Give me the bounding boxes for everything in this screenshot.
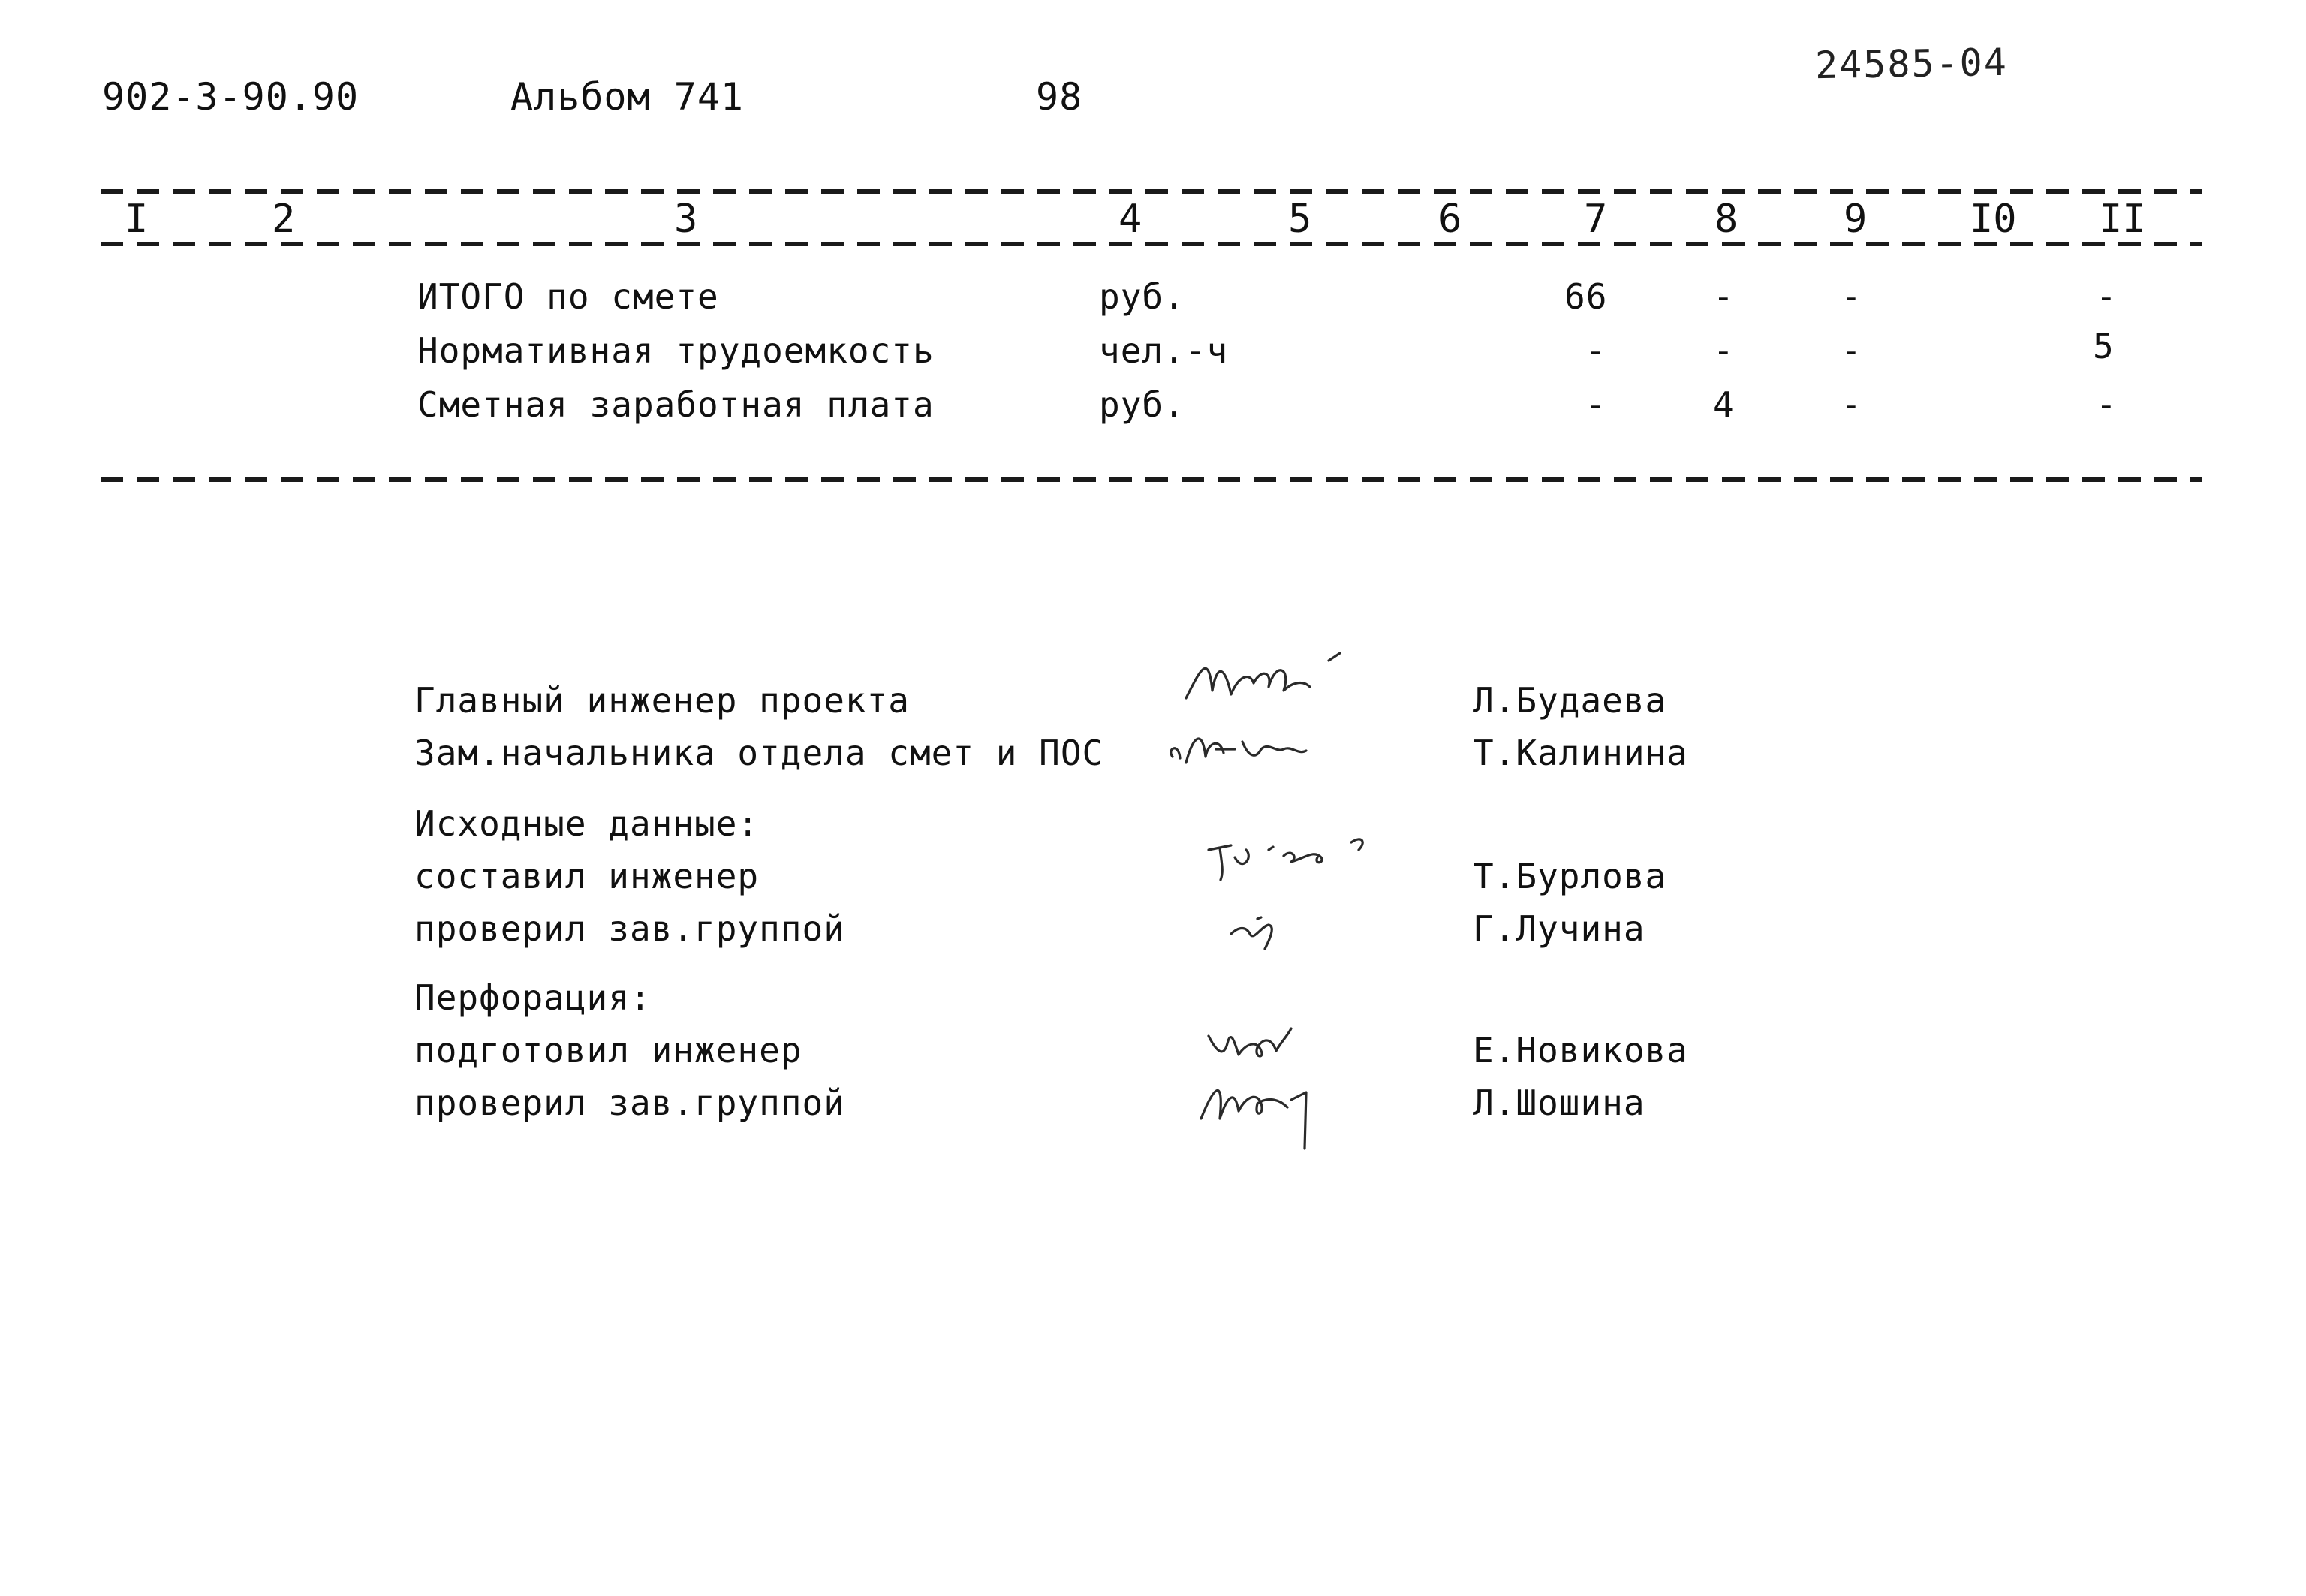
- table-bottom-rule: [101, 477, 2202, 482]
- row-unit: чел.-ч: [1099, 330, 1229, 371]
- row-col8: 4: [1713, 384, 1735, 425]
- compiled-by-name: Т.Бурлова: [1473, 856, 1667, 896]
- handwritten-signature: [1224, 904, 1314, 956]
- checked-by-name: Г.Лучина: [1473, 908, 1645, 949]
- checked-by-label: проверил зав.группой: [414, 908, 845, 949]
- inventory-stamp: 24585-04: [1814, 40, 2009, 88]
- row-unit: руб.: [1099, 384, 1185, 425]
- chief-engineer-label: Главный инженер проекта: [414, 680, 910, 721]
- row-col11: -: [2096, 276, 2118, 317]
- checked-by-name-2: Л.Шошина: [1473, 1083, 1645, 1123]
- handwritten-signature: [1164, 719, 1344, 779]
- row-col9: -: [1841, 330, 1862, 371]
- column-number: 9: [1844, 197, 1868, 242]
- row-col7: 66: [1564, 276, 1608, 317]
- column-number: 8: [1714, 197, 1739, 242]
- row-col9: -: [1841, 384, 1862, 425]
- deputy-head-name: Т.Калинина: [1473, 733, 1688, 773]
- row-col9: -: [1841, 276, 1862, 317]
- column-number: 5: [1288, 197, 1312, 242]
- row-col11: 5: [2093, 326, 2115, 366]
- prepared-by-name: Е.Новикова: [1473, 1030, 1688, 1071]
- page-number: 98: [1036, 75, 1083, 119]
- prepared-by-label: подготовил инженер: [414, 1030, 802, 1071]
- row-label: Нормативная трудоемкость: [417, 330, 935, 371]
- chief-engineer-name: Л.Будаева: [1473, 680, 1667, 721]
- compiled-by-label: составил инженер: [414, 856, 760, 896]
- handwritten-signature: [1201, 827, 1396, 887]
- column-number: 6: [1438, 197, 1462, 242]
- row-col8: -: [1713, 276, 1735, 317]
- album-label: Альбом 741: [510, 75, 745, 119]
- column-number: 3: [674, 197, 698, 242]
- row-unit: руб.: [1099, 276, 1185, 317]
- row-col11: -: [2096, 384, 2118, 425]
- column-number: II: [2099, 197, 2146, 242]
- document-code: 902-3-90.90: [102, 75, 360, 119]
- handwritten-signature: [1194, 1013, 1344, 1164]
- row-col7: -: [1585, 384, 1607, 425]
- column-number: 2: [272, 197, 296, 242]
- column-number: 4: [1118, 197, 1142, 242]
- column-number: I0: [1970, 197, 2017, 242]
- column-number: 7: [1584, 197, 1608, 242]
- table-header-rule: [101, 242, 2202, 246]
- row-label: Сметная заработная плата: [417, 384, 935, 425]
- checked-by-label-2: проверил зав.группой: [414, 1083, 845, 1123]
- row-label: ИТОГО по смете: [417, 276, 719, 317]
- source-data-heading: Исходные данные:: [414, 803, 760, 844]
- column-number: I: [125, 197, 149, 242]
- table-top-rule: [101, 189, 2202, 194]
- handwritten-signature: [1179, 638, 1374, 713]
- row-col7: -: [1585, 330, 1607, 371]
- row-col8: -: [1713, 330, 1735, 371]
- deputy-head-label: Зам.начальника отдела смет и ПОС: [414, 733, 1104, 773]
- perforation-heading: Перфорация:: [414, 977, 652, 1018]
